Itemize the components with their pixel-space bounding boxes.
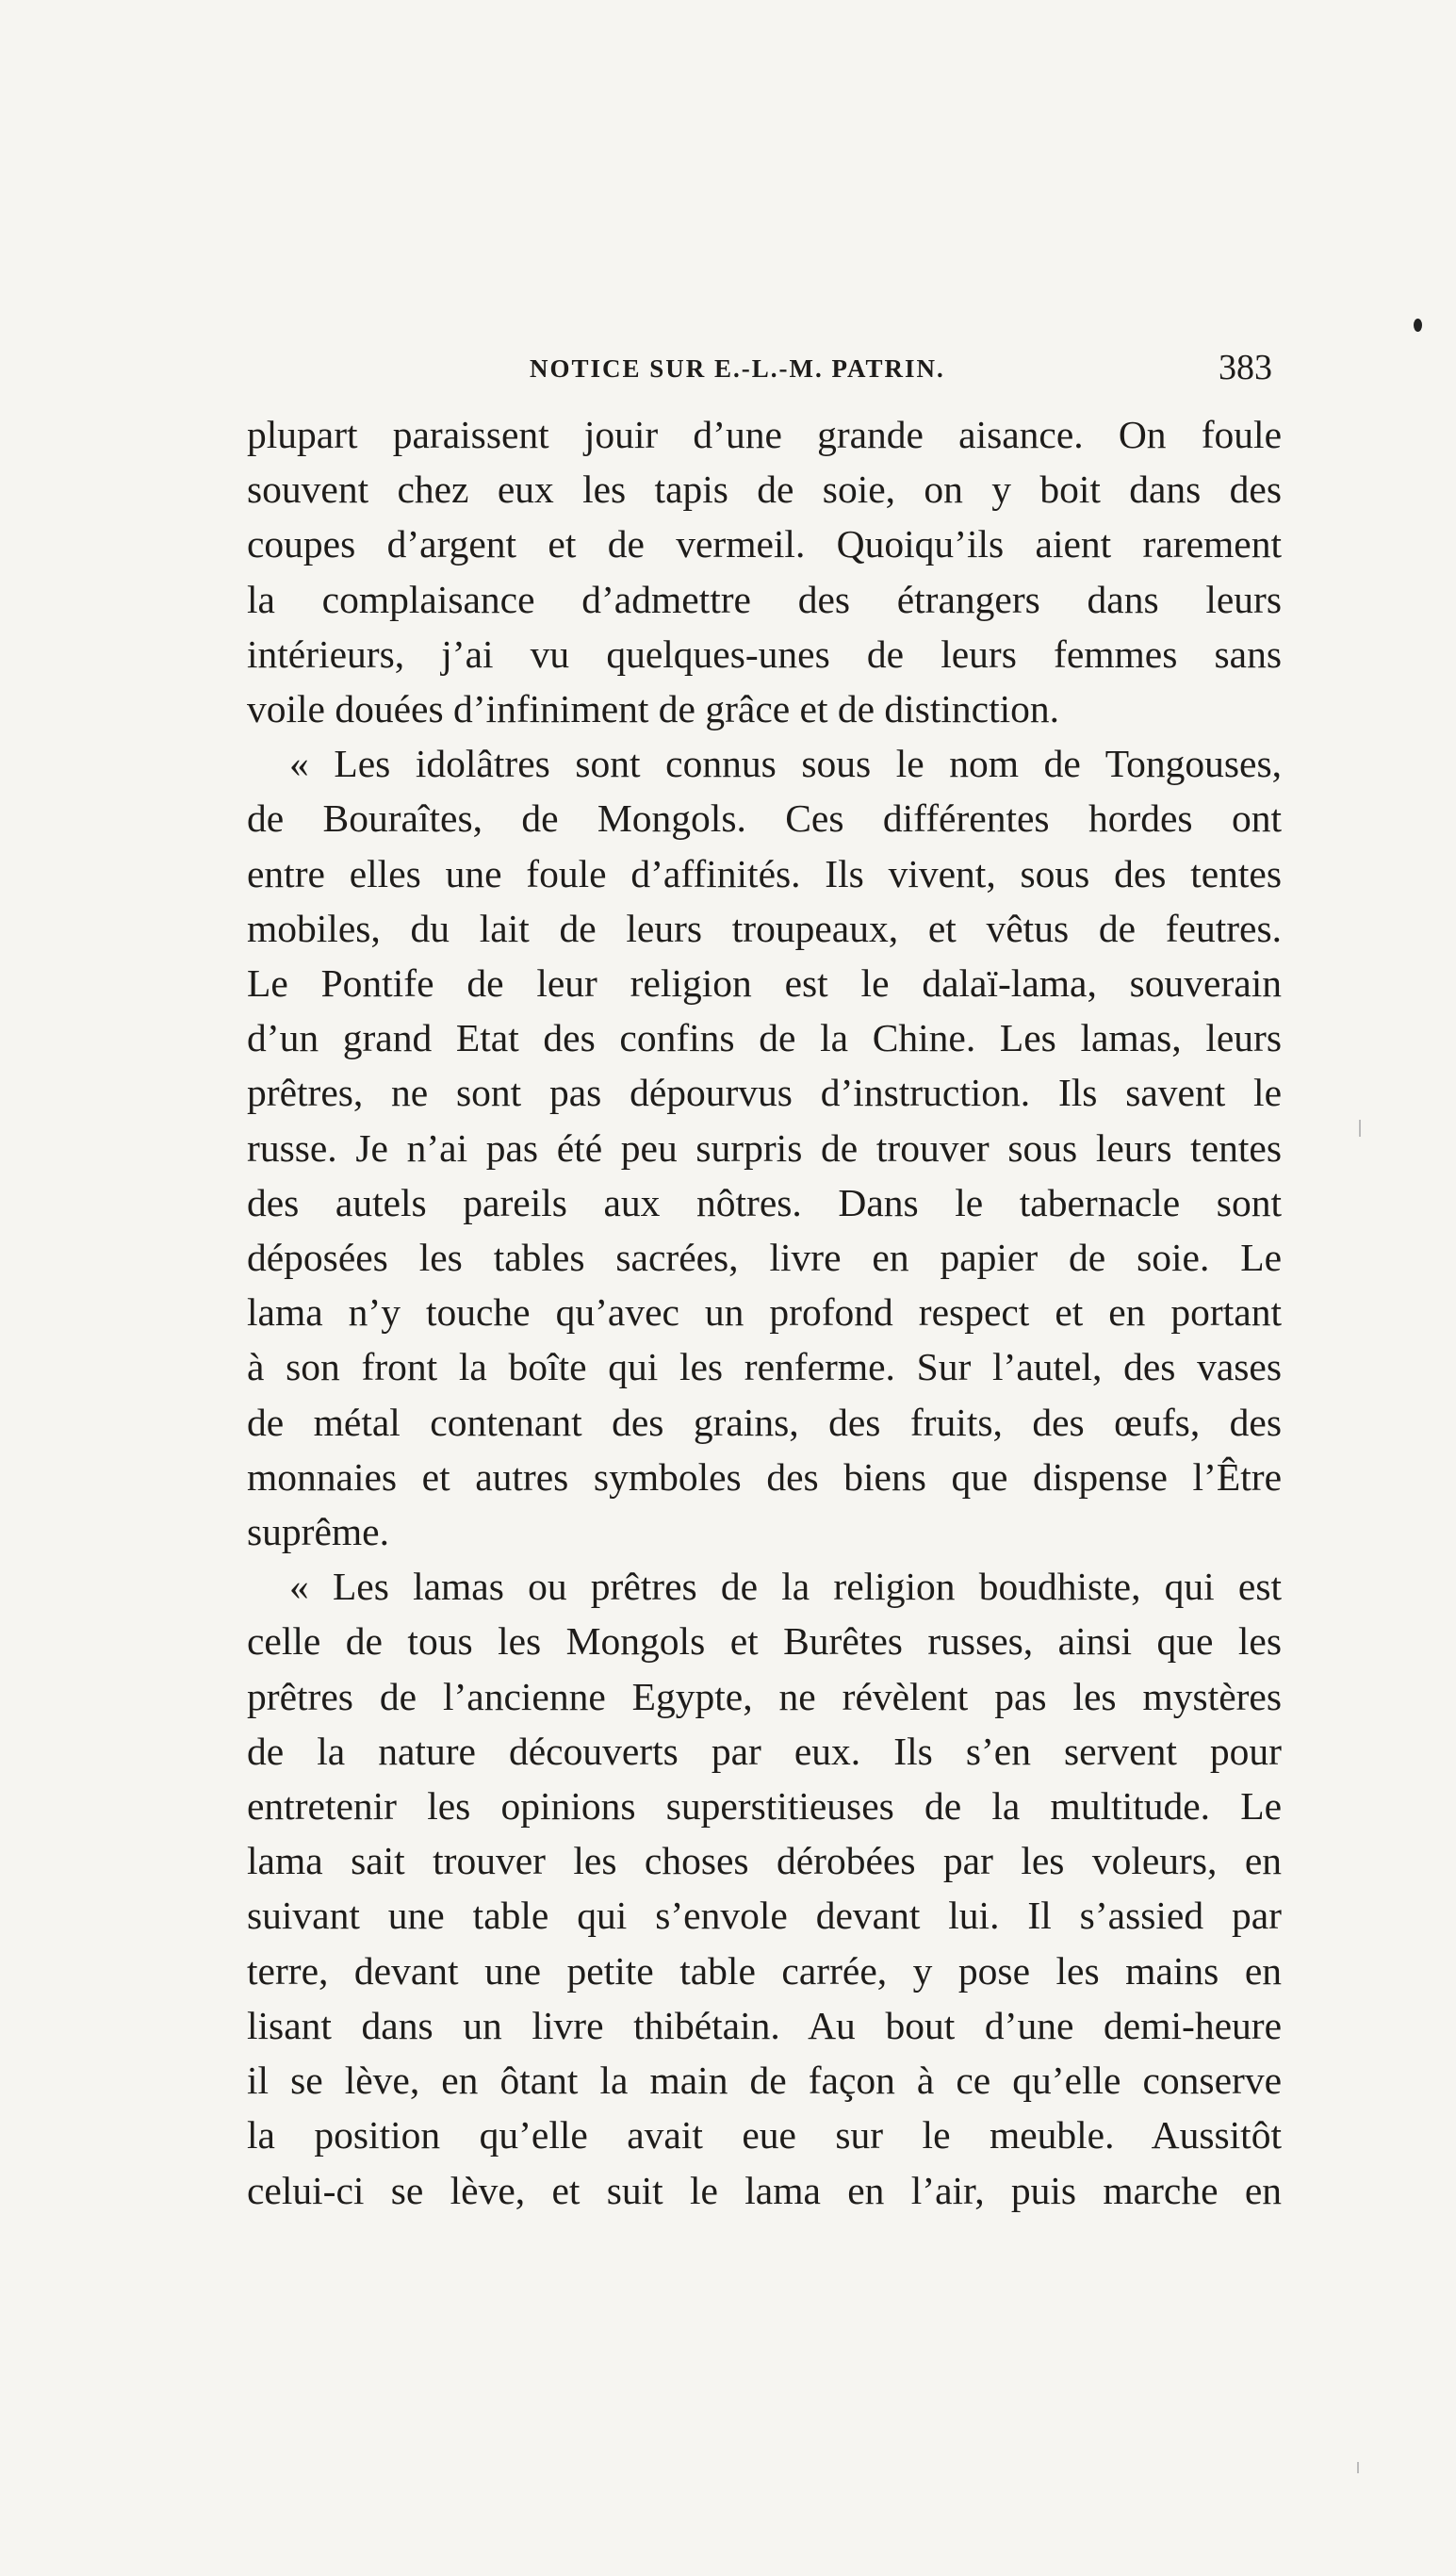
text-line: Le Pontife de leur religion est le dalaï-lama, souverain [247,961,1282,1006]
running-title: NOTICE SUR E.-L.-M. PATRIN. [530,354,945,383]
text-line: prêtres de l’ancienne Egypte, ne révèlent pas les mystères [247,1674,1282,1718]
margin-mark [1357,2462,1359,2473]
text-line: déposées les tables sacrées, livre en papier de soie. Le [247,1236,1282,1280]
text-line: « Les idolâtres sont connus sous le nom de Tongouses, [289,742,1282,786]
text-line: suivant une table qui s’envole devant lui. Il s’assied par [247,1894,1282,1938]
text-line: lama n’y touche qu’avec un profond respect et en portant [247,1290,1282,1335]
text-line: souvent chez eux les tapis de soie, on y boit dans des [247,468,1282,512]
text-line: prêtres, ne sont pas dépourvus d’instruction. Ils savent le [247,1071,1282,1115]
text-line: monnaies et autres symboles des biens que dispense l’Être [247,1454,1282,1499]
text-line: de métal contenant des grains, des fruits, des œufs, des [247,1400,1282,1444]
text-line: lisant dans un livre thibétain. Au bout d’une demi-heure [247,2003,1282,2047]
page-number: 383 [1219,348,1272,387]
text-line: suprême. [247,1510,389,1554]
text-line: entre elles une foule d’affinités. Ils vivent, sous des tentes [247,851,1282,895]
text-line: des autels pareils aux nôtres. Dans le tabernacle sont [247,1180,1282,1224]
text-line: la complaisance d’admettre des étrangers dans leurs [247,577,1282,621]
text-line: lama sait trouver les choses dérobées par les voleurs, en [247,1839,1282,1883]
text-line: voile douées d’infiniment de grâce et de distinction. [247,687,1060,731]
body-text [247,407,1282,2218]
page-header [247,347,1284,394]
text-line: mobiles, du lait de leurs troupeaux, et vêtus de feutres. [247,906,1282,950]
text-line: terre, devant une petite table carrée, y pose les mains en [247,1948,1282,1993]
ink-speck [1414,319,1422,332]
text-line: coupes d’argent et de vermeil. Quoiqu’ils aient rarement [247,522,1282,566]
text-line: russe. Je n’ai pas été peu surpris de trouver sous leurs tentes [247,1125,1282,1170]
text-line: de Bouraîtes, de Mongols. Ces différentes hordes ont [247,796,1282,841]
text-line: de la nature découverts par eux. Ils s’en servent pour [247,1729,1282,1773]
paragraph-2 [247,736,1282,1559]
text-line: celle de tous les Mongols et Burêtes russes, ainsi que les [247,1619,1282,1664]
text-line: d’un grand Etat des confins de la Chine. Les lamas, leurs [247,1016,1282,1060]
paragraph-3 [247,1559,1282,2217]
margin-mark [1359,1120,1361,1137]
text-line: à son front la boîte qui les renferme. Sur l’autel, des vases [247,1345,1282,1389]
text-line: plupart paraissent jouir d’une grande aisance. On foule [247,413,1282,456]
text-line: « Les lamas ou prêtres de la religion boudhiste, qui est [289,1565,1282,1609]
text-line: celui-ci se lève, et suit le lama en l’air, puis marche en [247,2168,1282,2212]
text-line: la position qu’elle avait eue sur le meuble. Aussitôt [247,2113,1282,2158]
text-line: il se lève, en ôtant la main de façon à ce qu’elle conserve [247,2059,1282,2103]
text-line: intérieurs, j’ai vu quelques-unes de leurs femmes sans [247,632,1282,676]
paragraph-1 [247,407,1282,736]
text-line: entretenir les opinions superstitieuses de la multitude. Le [247,1784,1282,1829]
